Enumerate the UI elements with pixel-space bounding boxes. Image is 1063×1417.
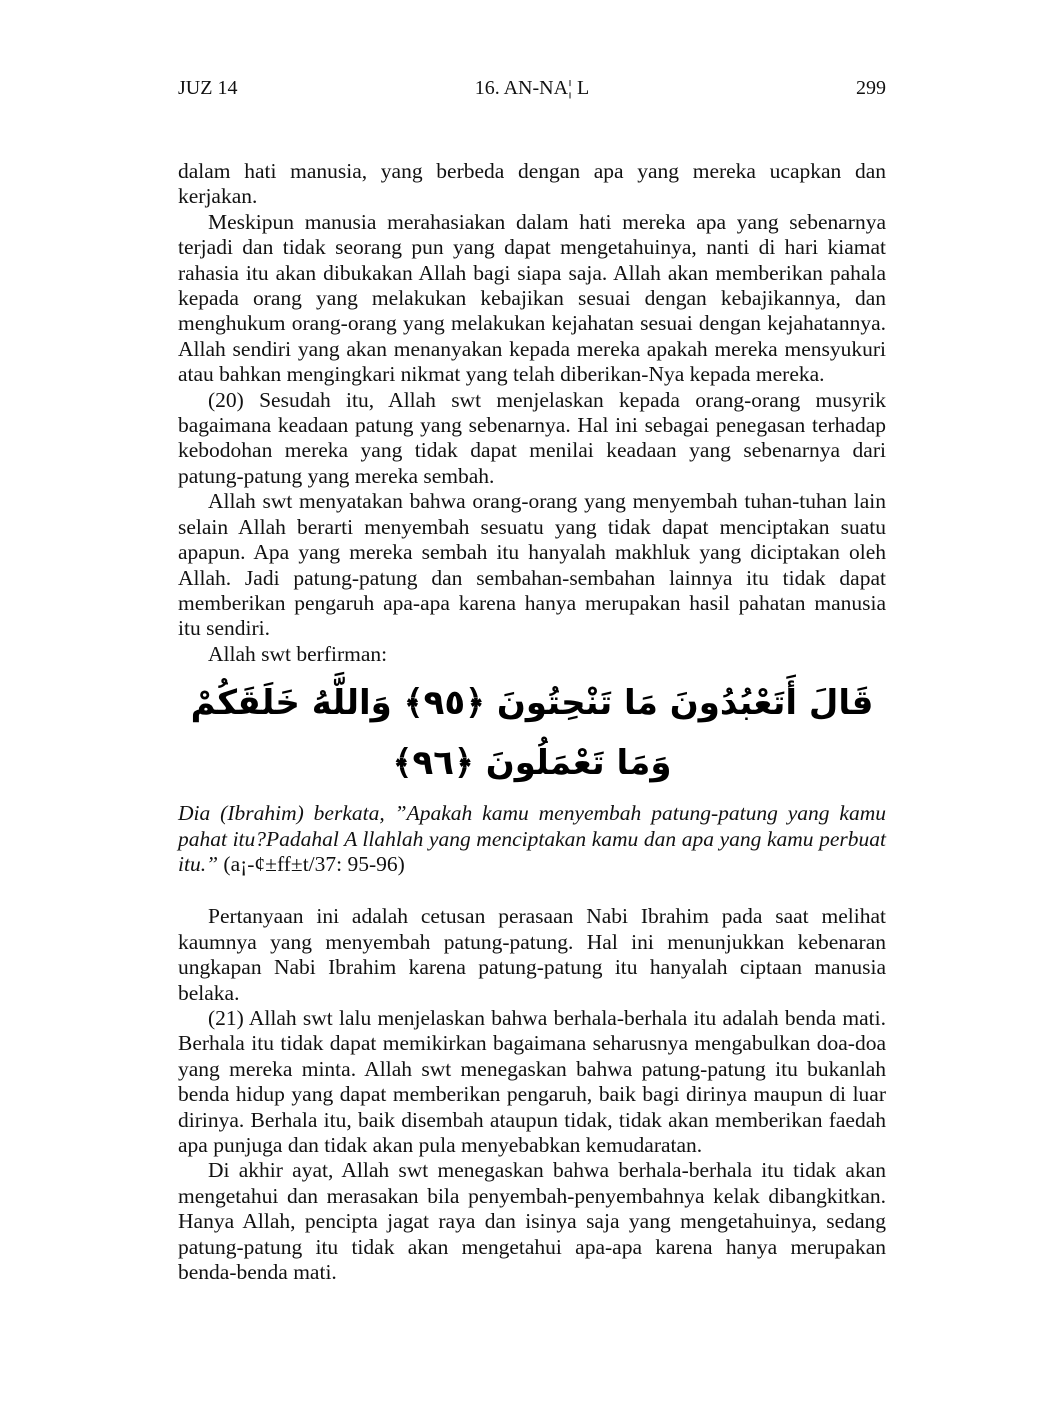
arabic-verse: قَالَ أَتَعْبُدُونَ مَا تَنْحِتُونَ ﴿٩٥﴾ وَاللَّهُ خَلَقَكُمْ وَمَا تَعْمَلُونَ ﴿٩٦﴾ <box>190 683 874 784</box>
paragraph: Meskipun manusia merahasiakan dalam hati mereka apa yang sebenarnya terjadi dan tidak seorang pun yang dapat mengetahuinya, nanti di hari kiamat rahasia itu akan dibukakan Allah bagi siapa saja. Allah akan memberikan pahala kepada orang yang melakukan kebajikan sesuai dengan kebajikannya, dan menghukum orang-orang yang melakukan kejahatan sesuai dengan kejahatannya. Allah sendiri yang akan menanyakan kepada mereka apakah mereka mensyukuri atau bahkan mengingkari nikmat yang telah diberikan-Nya kepada mereka. <box>178 209 886 387</box>
surah-title: 16. AN-NA¦ L <box>474 77 590 99</box>
paragraph: Allah swt menyatakan bahwa orang-orang yang menyembah tuhan-tuhan lain selain Allah berarti menyembah sesuatu yang tidak dapat menciptakan suatu apapun. Apa yang mereka sembah itu hanyalah makhluk yang diciptakan oleh Allah. Jadi patung-patung dan sembahan-sembahan lainnya itu tidak dapat memberikan pengaruh apa-apa karena hanya merupakan hasil pahatan manusia itu sendiri. <box>178 489 886 641</box>
verse-translation <box>178 801 886 877</box>
document-page <box>178 70 886 1285</box>
paragraph: dalam hati manusia, yang berbeda dengan apa yang mereka ucapkan dan kerjakan. <box>178 159 886 209</box>
translation-quote: Dia (Ibrahim) berkata, ”Apakah kamu menyembah patung-patung yang kamu pahat itu?Padahal A llahlah yang menciptakan kamu dan apa yang kamu perbuat itu.” <box>178 801 886 876</box>
page-number: 299 <box>856 77 886 99</box>
paragraph: Pertanyaan ini adalah cetusan perasaan Nabi Ibrahim pada saat melihat kaumnya yang menyembah patung-patung. Hal ini menunjukkan kebenaran ungkapan Nabi Ibrahim karena patung-patung itu hanyalah ciptaan manusia belaka. <box>178 904 886 1005</box>
verse-reference: (a¡-¢±ff±t/37: 95-96) <box>218 851 405 876</box>
body-text <box>178 159 886 1285</box>
paragraph: (21) Allah swt lalu menjelaskan bahwa berhala-berhala itu adalah benda mati. Berhala itu tidak dapat memikirkan bagaimana seharusnya mengabulkan doa-doa yang mereka minta. Allah swt menegaskan bahwa patung-patung itu bukanlah benda hidup yang dapat memberikan pengaruh, baik bagi dirinya maupun di luar dirinya. Berhala itu, baik disembah ataupun tidak, tidak akan memberikan faedah apa punjuga dan tidak akan pula menyebabkan kemudaratan. <box>178 1005 886 1157</box>
spacer <box>178 877 886 904</box>
paragraph: Di akhir ayat, Allah swt menegaskan bahwa berhala-berhala itu tidak akan mengetahui dan merasakan bila penyembah-penyembahnya kelak dibangkitkan. Hanya Allah, pencipta jagat raya dan isinya saja yang mengetahuinya, sedang patung-patung itu tidak akan mengetahui apa-apa karena hanya merupakan benda-benda mati. <box>178 1158 886 1285</box>
page-header <box>178 70 886 106</box>
paragraph: Allah swt berfirman: <box>208 641 388 666</box>
juz-label: JUZ 14 <box>178 77 238 99</box>
paragraph: (20) Sesudah itu, Allah swt menjelaskan kepada orang-orang musyrik bagaimana keadaan patung yang sebenarnya. Hal ini sebagai penegasan terhadap kebodohan mereka yang tidak dapat menilai keadaan yang sebenarnya dari patung-patung yang mereka sembah. <box>178 387 886 488</box>
